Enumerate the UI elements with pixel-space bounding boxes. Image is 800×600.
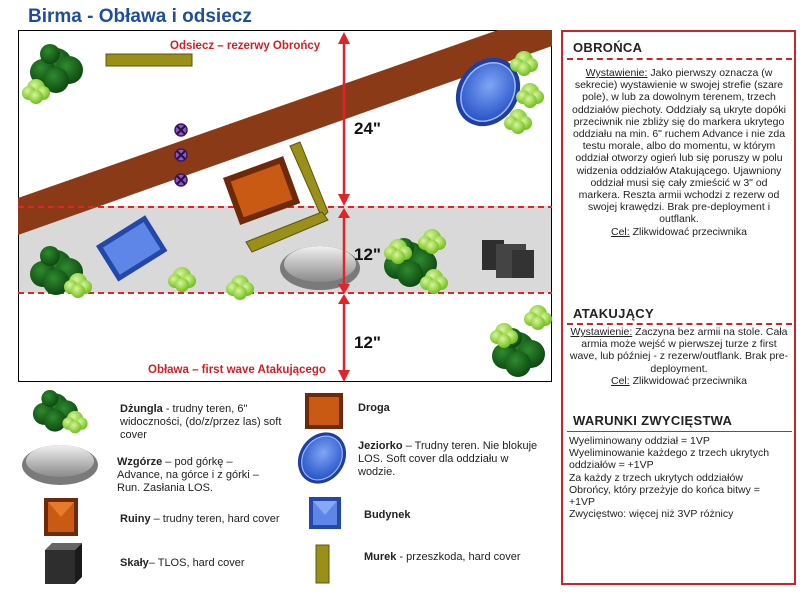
building-icon [309,497,341,529]
attacker-edge-label: Obława – first wave Atakującego [148,364,326,376]
rocks-icon [45,543,82,584]
legend-wall: Murek - przeszkoda, hard cover [364,551,521,563]
road-icon [305,393,343,429]
distance-12-mid: 12" [354,245,381,264]
legend-building: Budynek [364,509,411,521]
distance-24: 24" [354,119,381,138]
divider [567,323,792,325]
legend-road: Droga [358,402,390,414]
distance-12-bottom: 12" [354,333,381,352]
wall-top [106,54,192,66]
defender-edge-label: Odsiecz – rezerwy Obrońcy [170,40,321,52]
victory-line: Zwycięstwo: więcej niż 3VP różnicy [569,508,734,521]
victory-conditions [569,435,787,520]
legend-hill: Wzgórze – pod górkę – Advance, na górce i z górki – Run. Zasłania LOS. [117,456,259,494]
legend-ruins: Ruiny – trudny teren, hard cover [120,513,280,525]
defender-rules: Wystawienie: Jako pierwszy oznacza (w sekrecie) wystawienie w swojej strefie (szare pole), w lub za dowolnym terenem, trzech oddziałów piechoty. Oddziały są ukryte dopóki przeciwnik nie zbliży się do markera ukrytego oddziału na min. 6" ruchem Advance i nie zda testu morale, albo do momentu, w którym oddział otworzy ogień lub się poruszy w polu widzenia oddziałów Atakującego. Ujawniony oddział musi się cały zmieścić w 3" od markera. Reszta armii wchodzi z rezerw od swojej krawędzi. Brak pre-deployment i outflank. Cel: Zlikwidować przeciwnika [571,67,786,238]
attacker-rules: Wystawienie: Zaczyna bez armii na stole. Cała armia może wejść w pierwszej turze z first wave, lub później - z rezerw/outflank. Brak pre-deployment. Cel: Zlikwidować przeciwnika [569,326,789,387]
victory-heading: WARUNKI ZWYCIĘSTWA [573,413,733,428]
defender-heading: OBROŃCA [573,40,643,55]
wall-icon [316,545,329,583]
victory-line: Wyeliminowany oddział = 1VP [569,435,710,447]
page-title: Birma - Obława i odsiecz [28,6,252,27]
legend-rocks: Skały– TLOS, hard cover [120,557,245,569]
lake-icon [288,423,356,493]
victory-line: Wyeliminowanie każdego z trzech ukrytych oddziałów = +1VP [569,447,770,472]
attacker-heading: ATAKUJĄCY [573,306,654,321]
victory-line: Za każdy z trzech ukrytych oddziałów Obrońcy, który przeżyje do końca bitwy = +1VP [569,471,760,509]
ruins-icon [44,498,78,536]
divider [567,431,792,432]
legend-lake: Jeziorko – Trudny teren. Nie blokuje LOS. Soft cover dla oddziału w wodzie. [358,440,538,478]
legend-jungle: Dżungla - trudny teren, 6" widoczności, (do/z/przez las) soft cover [120,403,282,441]
battle-map [18,30,552,382]
rules-panel [561,30,796,585]
divider [567,58,792,60]
